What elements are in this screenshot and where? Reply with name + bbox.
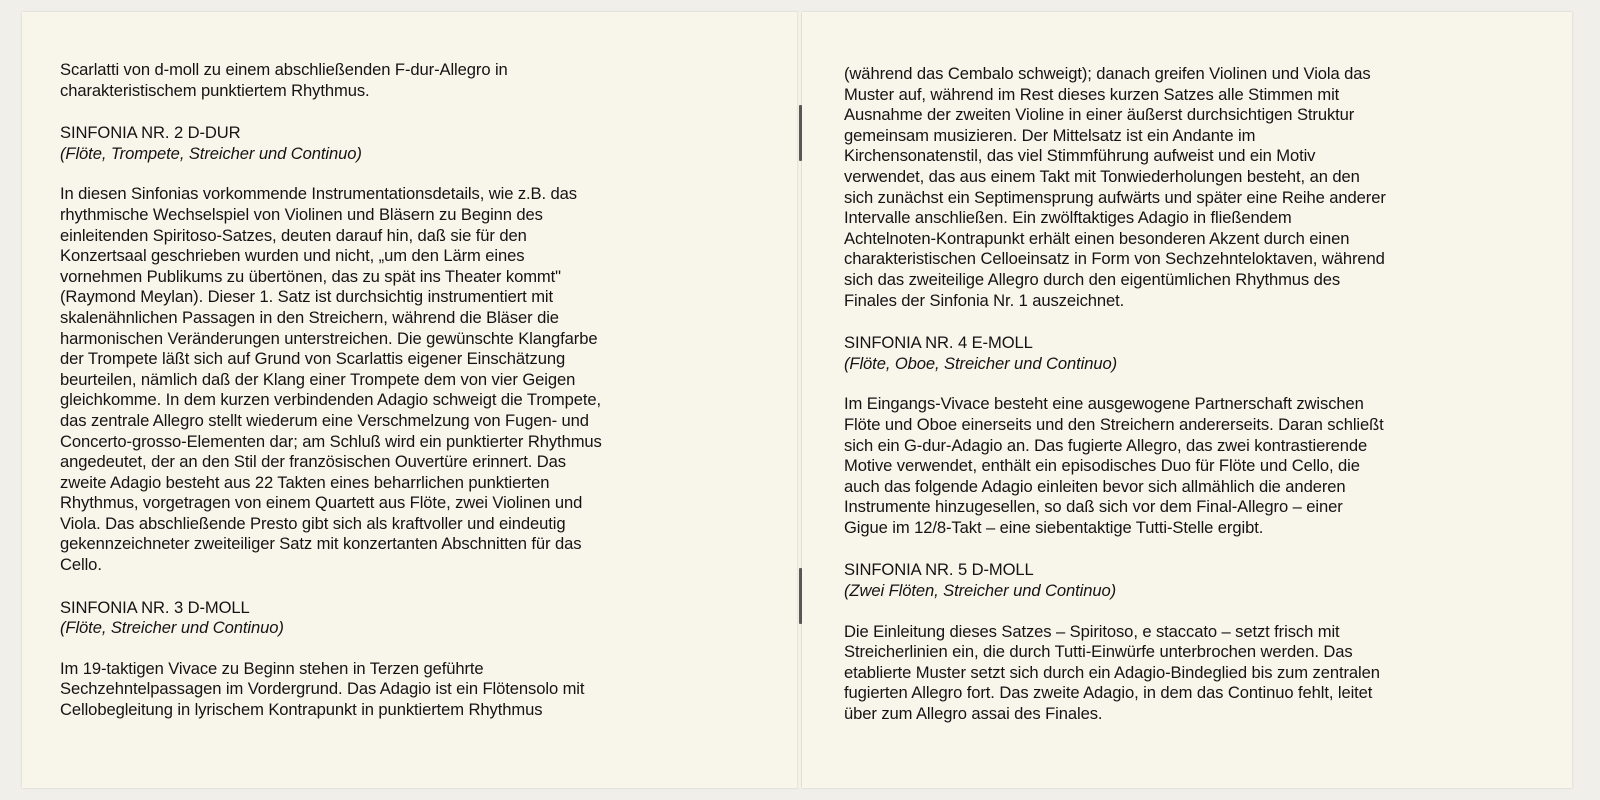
section-heading: SINFONIA NR. 2 D-DUR: [60, 123, 241, 143]
section-instrumentation: (Flöte, Streicher und Continuo): [60, 618, 284, 638]
section-body: In diesen Sinfonias vorkommende Instrumentationsdetails, wie z.B. das rhythmische Wechselspiel von Violinen und Bläsern zu Beginn des einleitenden Spiritoso-Satzes, deuten darauf hin, daß sie für den Konzertsaal geschrieben wurden und nicht, „um den Lärm eines vornehmen Publikums zu übertönen, das zu spät ins Theater kommt" (Raymond Meylan). Dieser 1. Satz ist durchsichtig instrumentiert mit skalenähnlichen Passagen in den Streichern, während die Bläser die harmonischen Veränderungen unterstreichen. Die gewünschte Klangfarbe der Trompete läßt sich auf Grund von Scarlattis eigener Einschätzung beurteilen, nämlich daß der Klang einer Trompete dem von vier Geigen gleichkomme. In dem kurzen verbindenden Adagio schweigt die Trompete, das zentrale Allegro stellt wiederum eine Verschmelzung von Fugen- und Concerto-grosso-Elementen dar; am Schluß wird ein punktierter Rhythmus angedeutet, der an den Stil der französischen Ouvertüre erinnert. Das zweite Adagio besteht aus 22 Takten eines beharrlichen punktierten Rhythmus, vorgetragen von einem Quartett aus Flöte, zwei Violinen und Viola. Das abschließende Presto gibt sich als kraftvoller und eindeutig gekennzeichneter zweiteiliger Satz mit konzertanten Abschnitten für das Cello.: [60, 184, 602, 575]
left-intro-paragraph: Scarlatti von d-moll zu einem abschließenden F-dur-Allegro in charakteristischem punktiertem Rhythmus.: [60, 60, 508, 100]
section-instrumentation: (Flöte, Trompete, Streicher und Continuo): [60, 143, 362, 163]
section-instrumentation: (Flöte, Oboe, Streicher und Continuo): [844, 353, 1118, 373]
right-page: [802, 12, 1572, 788]
section-body: Im 19-taktigen Vivace zu Beginn stehen in Terzen geführte Sechzehntelpassagen im Vordergrund. Das Adagio ist ein Flötensolo mit Cellobegleitung in lyrischem Kontrapunkt in punktiertem Rhythmus: [60, 658, 585, 720]
section-heading: SINFONIA NR. 5 D-MOLL: [844, 560, 1034, 580]
section-sinfonia-4: [844, 333, 1544, 538]
right-page-text: [844, 64, 1544, 747]
right-intro-paragraph: (während das Cembalo schweigt); danach greifen Violinen und Viola das Muster auf, während im Rest dieses kurzen Satzes alle Stimmen mit Ausnahme der zweiten Violine in einer äußerst durchsichtigen Struktur gemeinsam musizieren. Der Mittelsatz ist ein Andante im Kirchensonatenstil, das viel Stimmführung aufweist und ein Motiv verwendet, das aus einem Takt mit Tonwiederholungen besteht, an den sich zunächst ein Septimensprung aufwärts und später eine Reihe anderer Intervalle anschließen. Ein zwölftaktiges Adagio in fließendem Achtelnoten-Kontrapunkt erhält einen besonderen Akzent durch einen charakteristischen Celloeinsatz in Form von Sechzehnteloktaven, während sich das zweiteilige Allegro durch den eigentümlichen Rhythmus des Finales der Sinfonia Nr. 1 auszeichnet.: [844, 64, 1386, 310]
section-body: Die Einleitung dieses Satzes – Spiritoso, e staccato – setzt frisch mit Streicherlinien ein, die durch Tutti-Einwürfe unterbrochen werden. Das etablierte Muster setzt sich durch ein Adagio-Bindeglied bis zum zentralen fugierten Allegro fort. Das zweite Adagio, in dem das Continuo fehlt, leitet über zum Allegro assai des Finales.: [844, 621, 1380, 724]
section-heading: SINFONIA NR. 4 E-MOLL: [844, 333, 1033, 353]
section-sinfonia-2: [60, 123, 760, 575]
section-heading: SINFONIA NR. 3 D-MOLL: [60, 597, 250, 617]
left-page-text: [60, 60, 760, 743]
section-sinfonia-5: [844, 560, 1544, 724]
section-body: Im Eingangs-Vivace besteht eine ausgewogene Partnerschaft zwischen Flöte und Oboe einerseits und den Streichern andererseits. Daran schließt sich ein G-dur-Adagio an. Das fugierte Allegro, das zwei kontrastierende Motive verwendet, enthält ein episodisches Duo für Flöte und Cello, die auch das folgende Adagio einleiten bevor sich allmählich die anderen Instrumente hinzugesellen, so daß sich vor dem Final-Allegro – einer Gigue im 12/8-Takt – eine siebentaktige Tutti-Stelle ergibt.: [844, 394, 1384, 537]
left-page: [22, 12, 798, 788]
section-sinfonia-3: [60, 598, 760, 721]
section-instrumentation: (Zwei Flöten, Streicher und Continuo): [844, 581, 1117, 601]
